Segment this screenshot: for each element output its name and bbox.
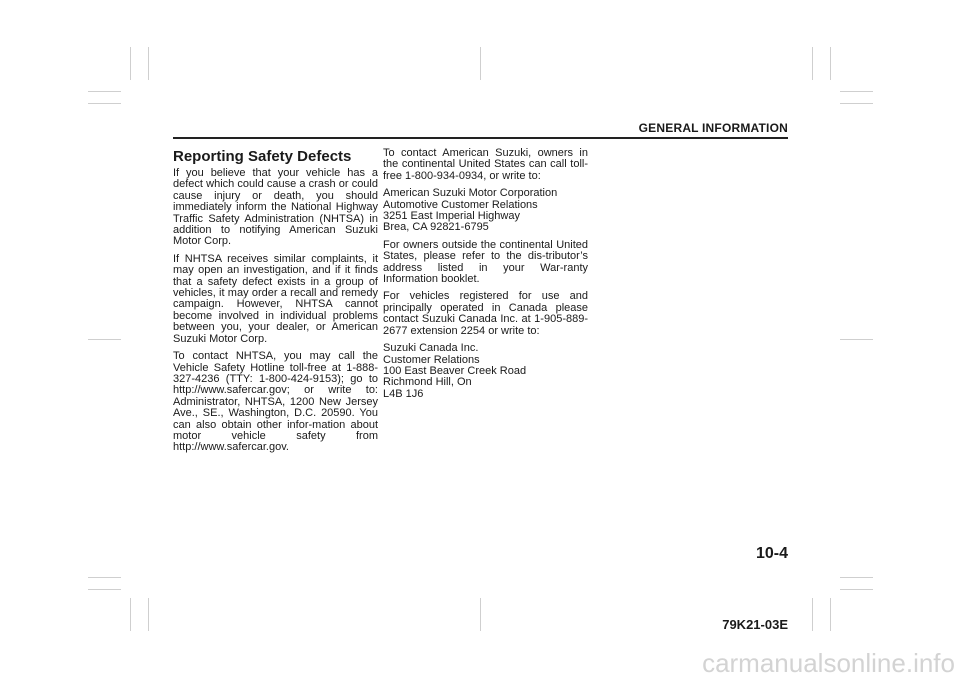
right-column	[383, 148, 588, 406]
address-line: 3251 East Imperial Highway	[383, 210, 520, 223]
address-us	[383, 188, 588, 234]
paragraph-contact-suzuki: To contact American Suzuki, owners in the continental United States can call toll-free 1-800-934-0934, or write to:	[383, 147, 588, 182]
watermark: carmanualsonline.info	[702, 648, 955, 678]
address-canada	[383, 343, 588, 400]
paragraph-report-defect: If you believe that your vehicle has a defect which could cause a crash or could cause injury or death, you should immediately inform the National Highway Traffic Safety Administration (NHTSA) in addition to notifying American Suzuki Motor Corp.	[173, 167, 378, 248]
section-title: GENERAL INFORMATION	[638, 121, 788, 135]
address-line: Brea, CA 92821-6795	[383, 221, 489, 234]
paragraph-outside-us: For owners outside the continental United States, please refer to the dis-tributor’s address listed in your War-ranty Information booklet.	[383, 238, 588, 286]
address-line: Customer Relations	[383, 353, 480, 366]
address-line: Suzuki Canada Inc.	[383, 342, 479, 355]
section-heading: Reporting Safety Defects	[173, 148, 352, 165]
document-code: 79K21-03E	[722, 617, 788, 632]
address-line: American Suzuki Motor Corporation	[383, 187, 558, 200]
left-column	[173, 148, 378, 460]
address-line: L4B 1J6	[383, 387, 424, 400]
header-rule	[173, 137, 788, 139]
address-line: 100 East Beaver Creek Road	[383, 364, 527, 377]
paragraph-canada: For vehicles registered for use and principally operated in Canada please contact Suzuki Canada Inc. at 1-905-889-2677 extension 2254 or write to:	[383, 290, 588, 337]
paragraph-nhtsa-investigation: If NHTSA receives similar complaints, it may open an investigation, and if it finds that a safety defect exists in a group of vehicles, it may order a recall and remedy campaign. However, NHTSA cannot become involved in individual problems between you, your dealer, or American Suzuki Motor Corp.	[173, 252, 378, 345]
address-line: Richmond Hill, On	[383, 376, 472, 389]
paragraph-contact-nhtsa: To contact NHTSA, you may call the Vehicle Safety Hotline toll-free at 1-888-327-4236 (TTY: 1-800-424-9153); go to http://www.safercar.gov; or write to: Administrator, NHTSA, 1200 New Jersey Ave., SE., Washington, D.C. 20590. You can also obtain other infor-mation about motor vehicle safety from http://www.safercar.gov.	[173, 350, 378, 454]
page-number: 10-4	[755, 545, 788, 562]
address-line: Automotive Customer Relations	[383, 198, 538, 211]
